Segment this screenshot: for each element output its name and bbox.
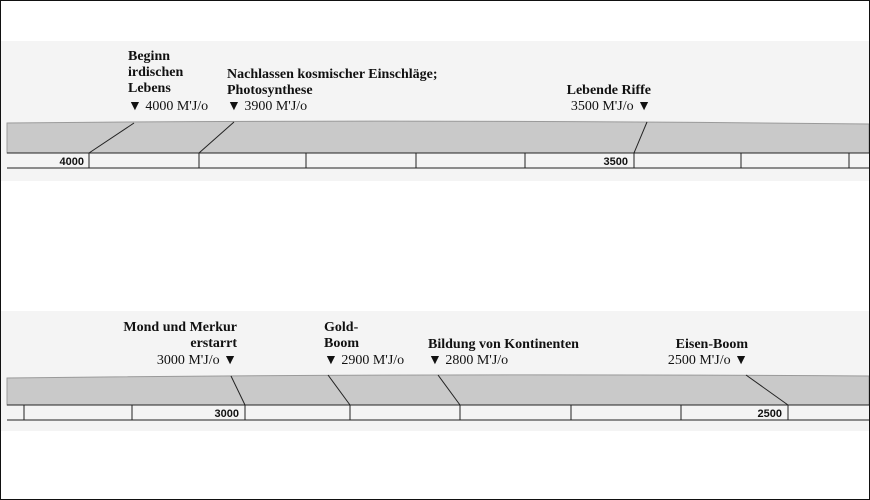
event-date-label: 3000 M'J/o ▼ [156, 353, 237, 368]
event-title [676, 337, 748, 353]
event-title-line: Lebende Riffe [566, 83, 651, 98]
event-date-label: ▼ 3900 M'J/o [227, 99, 308, 114]
ruler-scale-label: 2500 [757, 408, 782, 420]
event-title-line: Eisen-Boom [675, 337, 748, 352]
event-date-label: ▼ 2900 M'J/o [324, 353, 405, 368]
ruler-scale-label: 3000 [214, 408, 239, 420]
event-title [428, 337, 579, 353]
event-title [123, 320, 237, 352]
event-date-label: 3500 M'J/o ▼ [570, 99, 651, 114]
event-title-line: Mond und Merkur [123, 320, 237, 335]
timeline-bottom-band [7, 375, 869, 405]
event-title [324, 320, 359, 352]
event-title [227, 67, 438, 99]
event-date-label: ▼ 4000 M'J/o [128, 99, 209, 114]
event-date-label: 2500 M'J/o ▼ [667, 353, 748, 368]
event-title-line: erstarrt [190, 336, 237, 351]
event-title [128, 49, 183, 97]
event-title-line: Beginn [128, 49, 171, 64]
event-date-label: ▼ 2800 M'J/o [428, 353, 509, 368]
event-title-line: Boom [324, 336, 359, 351]
ruler-scale-label: 4000 [59, 156, 84, 168]
event-title [567, 83, 651, 99]
timeline-top-band [7, 121, 869, 153]
event-title-line: Photosynthese [227, 83, 313, 98]
event-title-line: Bildung von Kontinenten [428, 337, 579, 352]
event-title-line: Lebens [128, 81, 171, 96]
event-title-line: Nachlassen kosmischer Einschläge; [227, 67, 438, 82]
ruler-scale-label: 3500 [603, 156, 628, 168]
event-title-line: Gold- [324, 320, 359, 335]
event-title-line: irdischen [128, 65, 184, 80]
